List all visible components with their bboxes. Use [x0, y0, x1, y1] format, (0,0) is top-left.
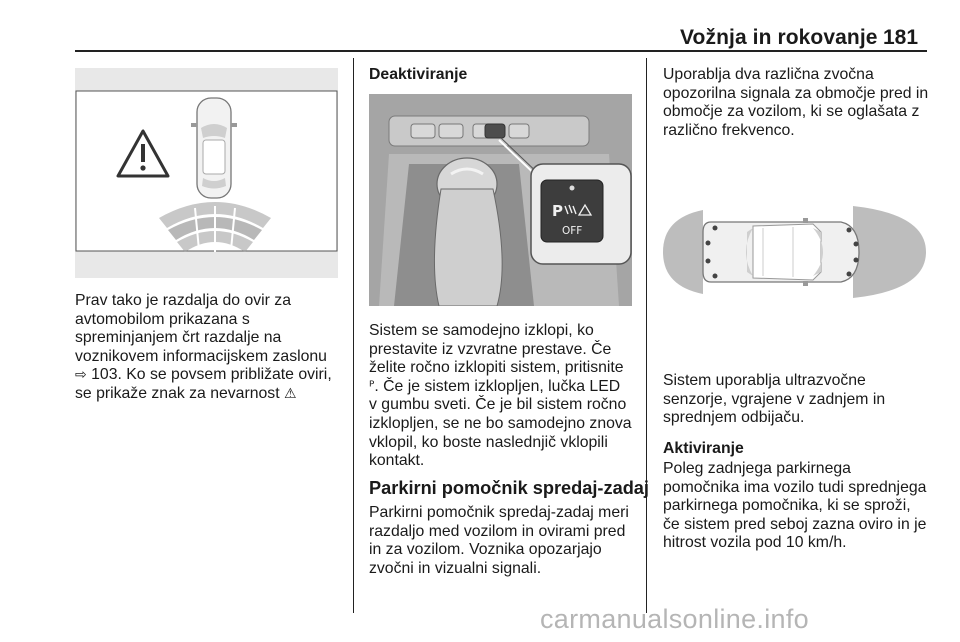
text-line: vklopil, ko boste naslednjič vklopili — [369, 433, 608, 451]
park-assist-button-icon: ᴾ — [369, 378, 375, 395]
text-line: pomočnika ima vozilo tudi sprednjega — [663, 478, 927, 496]
text-line: razdaljo med vozilom in ovirami pred — [369, 522, 626, 540]
parking-distance-car-warning-figure — [75, 68, 338, 278]
text-line: sprednjem odbijaču. — [663, 409, 805, 427]
park-assist-off-button-figure — [369, 94, 632, 306]
text-line: zvočni in vizualni signali. — [369, 559, 542, 577]
text-line-button-symbol: ᴾ. Če je sistem izklopljen, lučka LED — [369, 377, 621, 395]
text-line: v gumbu sveti. Če je bil sistem ročno — [369, 396, 627, 414]
park-assist-button-figure — [369, 94, 632, 306]
col2-paragraph — [369, 322, 639, 471]
col1-paragraph — [75, 292, 345, 404]
text-line: Uporablja dva različna zvočna — [663, 66, 874, 83]
text-line: kontakt. — [369, 452, 425, 470]
col3-sensor-paragraph — [663, 372, 938, 428]
page-number: 181 — [883, 26, 919, 49]
text-line: različno frekvenco. — [663, 121, 795, 139]
text-line: želite ročno izklopiti sistem, pritisnite — [369, 359, 624, 377]
text-line: opozorilna signala za območje pred in — [663, 84, 929, 102]
heading-front-rear-assist: Parkirni pomočnik spredaj-zadaj — [369, 478, 649, 498]
text-line: spreminjanjem črt razdalje na — [75, 329, 282, 347]
crossref-arrow-icon: ⇨ — [75, 367, 87, 384]
text-line: voznikovem informacijskem zaslonu — [75, 347, 327, 365]
text-line: avtomobilom prikazana s — [75, 310, 250, 328]
watermark: carmanualsonline.info — [540, 604, 809, 634]
button-label-p: P — [552, 202, 563, 220]
text-line: prestavite iz vzvratne prestave. Če — [369, 340, 612, 358]
text-line: Prav tako je razdalja do ovir za — [75, 292, 291, 309]
sensor-zones-figure — [663, 148, 926, 356]
text-line: parkirnega pomočnika, ki se sproži, — [663, 497, 911, 515]
header-rule — [75, 50, 927, 52]
text-line: Sistem se samodejno izklopi, ko — [369, 322, 594, 339]
car-top-view-icon — [703, 218, 859, 286]
text-line: če sistem pred seboj zazna oviro in je — [663, 515, 927, 533]
text-line-crossref: ⇨ 103. Ko se povsem približate oviri, — [75, 366, 332, 384]
button-label-off: OFF — [562, 225, 583, 237]
text-line-warning: se prikaže znak za nevarnost ⚠ — [75, 384, 297, 402]
warning-icon: ⚠ — [283, 385, 297, 402]
parking-distance-figure — [75, 68, 338, 278]
text-line: in za vozilom. Voznika opozarjajo — [369, 541, 602, 559]
chapter-title: Vožnja in rokovanje — [680, 26, 878, 49]
text-line: izklopljen, se ne bo samodejno znova — [369, 414, 632, 432]
car-top-view-icon — [191, 98, 237, 198]
text-line: Sistem uporablja ultrazvočne — [663, 372, 866, 389]
text-line: Parkirni pomočnik spredaj-zadaj meri — [369, 504, 629, 521]
front-rear-sensor-zones-figure — [663, 148, 926, 356]
heading-deactivation: Deaktiviranje — [369, 66, 468, 83]
column-separator-left — [353, 58, 354, 613]
col2-section-paragraph — [369, 504, 639, 578]
heading-activation: Aktiviranje — [663, 440, 744, 457]
text-line: hitrost vozila pod 10 km/h. — [663, 534, 847, 552]
text-line: Poleg zadnjega parkirnega — [663, 460, 851, 477]
col3-activation-paragraph — [663, 460, 943, 553]
text-line: senzorje, vgrajene v zadnjem in — [663, 390, 886, 408]
text-line: območje za vozilom, ki se oglašata z — [663, 103, 920, 121]
column-separator-right — [646, 58, 647, 613]
col3-intro-paragraph — [663, 66, 938, 140]
